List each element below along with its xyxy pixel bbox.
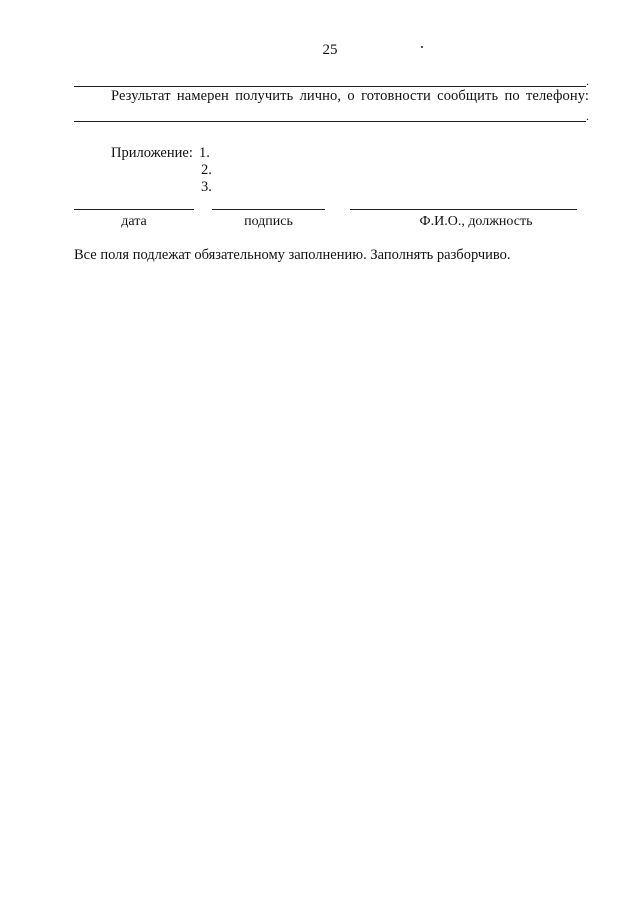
blank-line-phone <box>74 121 586 122</box>
name-position-caption: Ф.И.О., должность <box>419 214 533 229</box>
page-number: 25 <box>322 42 338 58</box>
attachment-item-1: 1. <box>199 145 210 161</box>
scan-speck <box>421 46 423 48</box>
signature-caption: подпись <box>244 214 293 229</box>
date-caption: дата <box>121 214 147 229</box>
signature-line <box>212 209 325 210</box>
name-position-line <box>350 209 577 210</box>
blank-line-top <box>74 86 586 87</box>
footer-note: Все поля подлежат обязательному заполнению. Заполнять разборчиво. <box>74 247 511 263</box>
date-line <box>74 209 194 210</box>
attachment-label: Приложение: <box>111 145 193 161</box>
attachment-item-2: 2. <box>201 162 212 178</box>
result-statement: Результат намерен получить лично, о готовности сообщить по телефону: <box>111 88 589 104</box>
blank-line-phone-dot: . <box>586 109 589 123</box>
attachment-item-3: 3. <box>201 179 212 195</box>
blank-line-top-dot: . <box>586 74 589 88</box>
